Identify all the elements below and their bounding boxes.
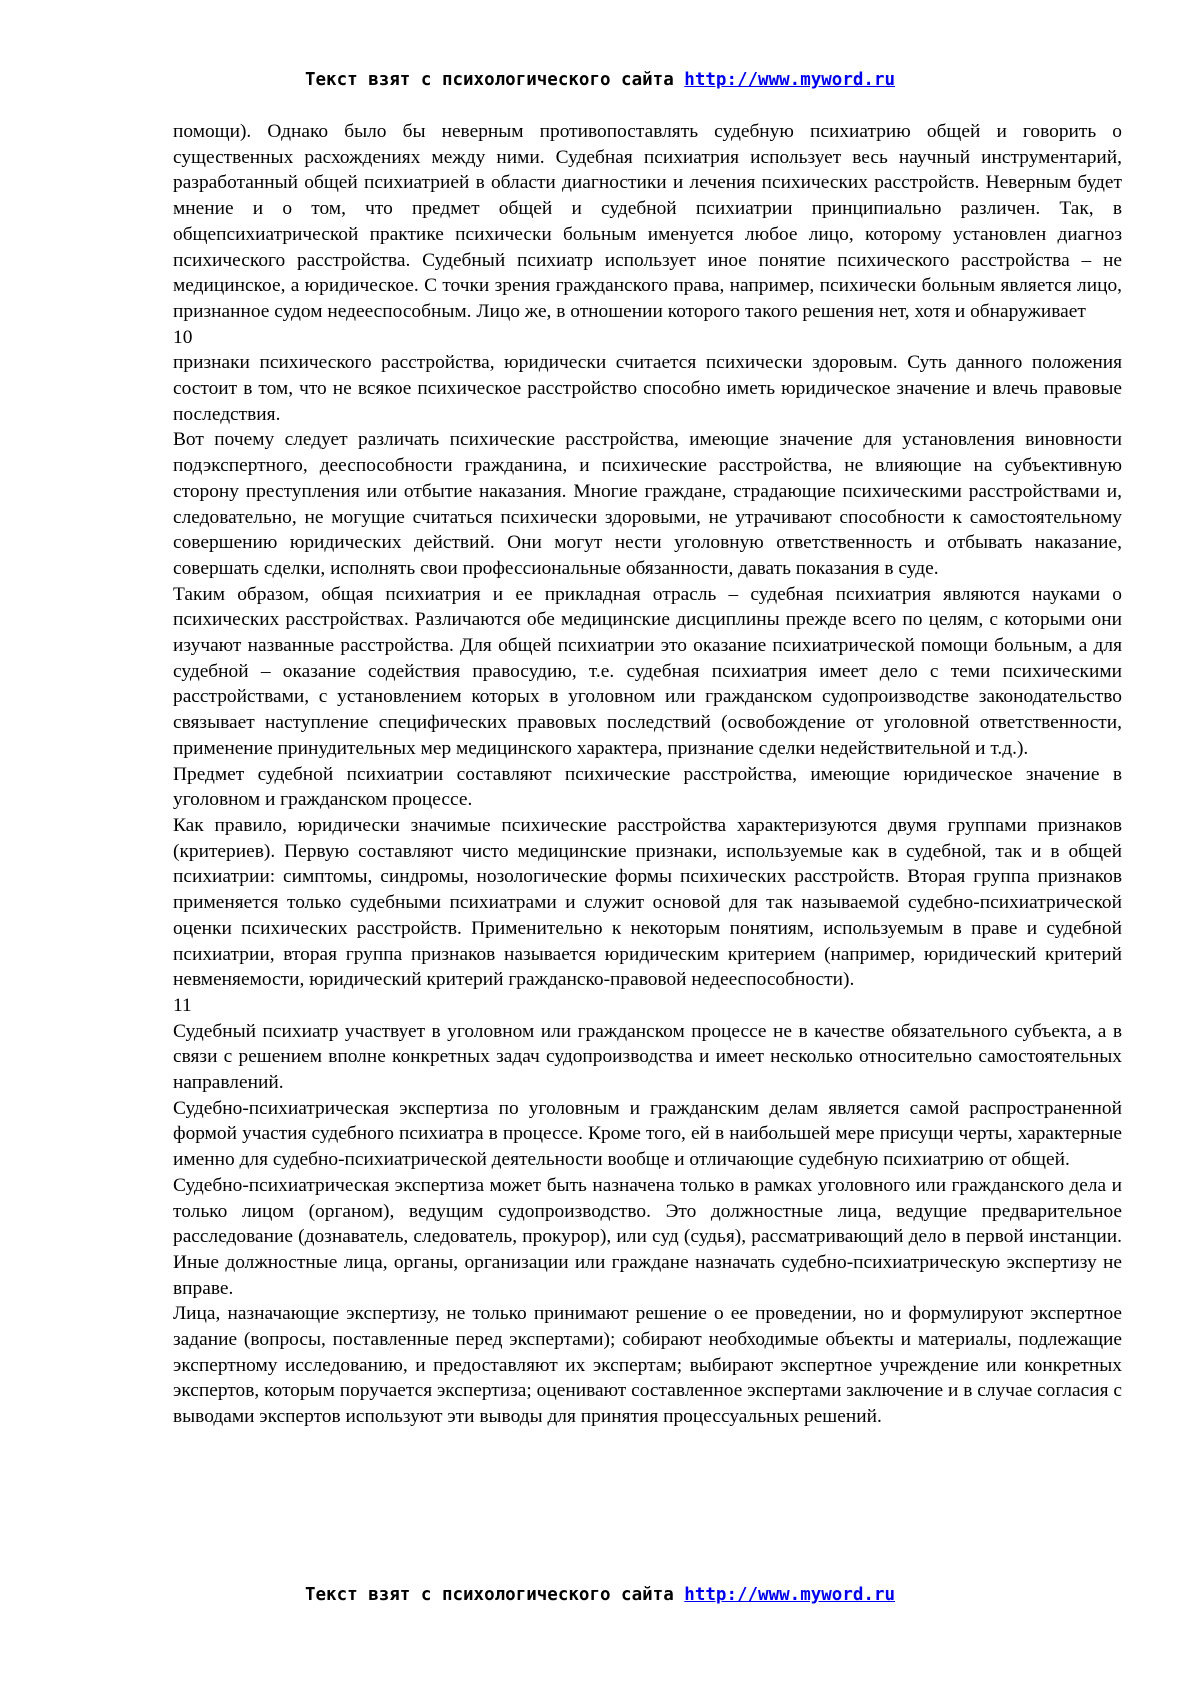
- page-footer: [0, 1585, 1200, 1605]
- paragraph: признаки психического расстройства, юридически считается психически здоровым. Суть данного положения состоит в том, что не всякое психическое расстройство способно иметь юридическое значение и влечь правовые последствия.: [173, 352, 1122, 425]
- document-body: [173, 119, 1122, 1430]
- paragraph: Таким образом, общая психиатрия и ее прикладная отрасль – судебная психиатрия являются науками о психических расстройствах. Различаются обе медицинские дисциплины прежде всего по целям, с которыми они изучают названные расстройства. Для общей психиатрии это оказание психиатрической помощи больным, а для судебной – оказание содействия правосудию, т.е. судебная психиатрия имеет дело с теми психическими расстройствами, с установлением которых в уголовном или гражданском судопроизводстве законодательство связывает наступление специфических правовых последствий (освобождение от уголовной ответственности, применение принудительных мер медицинского характера, признание сделки недействительной и т.д.).: [173, 583, 1122, 759]
- footer-site-link[interactable]: http://www.myword.ru: [684, 1585, 896, 1605]
- paragraph: помощи). Однако было бы неверным противопоставлять судебную психиатрию общей и говорить о существенных расхождениях между ними. Судебная психиатрия использует весь научный инструментарий, разработанный общей психиатрией в области диагностики и лечения психических расстройств. Неверным будет мнение и о том, что предмет общей и судебной психиатрии принципиально различен. Так, в общепсихиатрической практике психически больным именуется любое лицо, которому установлен диагноз психического расстройства. Судебный психиатр использует иное понятие психического расстройства – не медицинское, а юридическое. С точки зрения гражданского права, например, психически больным является лицо, признанное судом недееспособным. Лицо же, в отношении которого такого решения нет, хотя и обнаруживает: [173, 121, 1122, 322]
- page-number: 11: [173, 994, 192, 1016]
- page-number: 10: [173, 326, 193, 348]
- header-label: Текст взят с психологического сайта: [304, 70, 674, 90]
- paragraph: Предмет судебной психиатрии составляют психические расстройства, имеющие юридическое значение в уголовном и гражданском процессе.: [173, 763, 1122, 811]
- paragraph: Судебный психиатр участвует в уголовном или гражданском процессе не в качестве обязательного субъекта, а в связи с решением вполне конкретных задач судопроизводства и имеет несколько относительно самостоятельных направлений.: [173, 1020, 1122, 1094]
- page-header: [0, 70, 1200, 90]
- footer-label: Текст взят с психологического сайта: [304, 1585, 674, 1605]
- paragraph: Судебно-психиатрическая экспертиза по уголовным и гражданским делам является самой распространенной формой участия судебного психиатра в процессе. Кроме того, ей в наибольшей мере присущи черты, характерные именно для судебно-психиатрической деятельности вообще и отличающие судебную психиатрию от общей.: [173, 1097, 1122, 1171]
- header-site-link[interactable]: http://www.myword.ru: [684, 70, 896, 90]
- paragraph: Как правило, юридически значимые психические расстройства характеризуются двумя группами признаков (критериев). Первую составляют чисто медицинские признаки, используемые как в судебной, так и в общей психиатрии: симптомы, синдромы, нозологические формы психических расстройств. Вторая группа признаков применяется только судебными психиатрами и служит основой для так называемой судебно-психиатрической оценки психических расстройств. Применительно к некоторым понятиям, используемым в праве и судебной психиатрии, вторая группа признаков называется юридическим критерием (например, юридический критерий невменяемости, юридический критерий гражданско-правовой недееспособности).: [173, 814, 1122, 991]
- paragraph: Судебно-психиатрическая экспертиза может быть назначена только в рамках уголовного или гражданского дела и только лицом (органом), ведущим судопроизводство. Это должностные лица, ведущие предварительное расследование (дознаватель, следователь, прокурор), или суд (судья), рассматривающий дело в первой инстанции. Иные должностные лица, органы, организации или граждане назначать судебно-психиатрическую экспертизу не вправе.: [173, 1174, 1122, 1299]
- paragraph: Лица, назначающие экспертизу, не только принимают решение о ее проведении, но и формулируют экспертное задание (вопросы, поставленные перед экспертами); собирают необходимые объекты и материалы, подлежащие экспертному исследованию, и предоставляют их экспертам; выбирают экспертное учреждение или конкретных экспертов, которым поручается экспертиза; оценивают составленное экспертами заключение и в случае согласия с выводами экспертов используют эти выводы для принятия процессуальных решений.: [173, 1303, 1122, 1428]
- paragraph: Вот почему следует различать психические расстройства, имеющие значение для установления виновности подэкспертного, дееспособности гражданина, и психические расстройства, не влияющие на субъективную сторону преступления или отбытие наказания. Многие граждане, страдающие психическими расстройствами и, следовательно, не могущие считаться психически здоровыми, не утрачивают способности к самостоятельному совершению юридических действий. Они могут нести уголовную ответственность и отбывать наказание, совершать сделки, исполнять свои профессиональные обязанности, давать показания в суде.: [173, 429, 1122, 579]
